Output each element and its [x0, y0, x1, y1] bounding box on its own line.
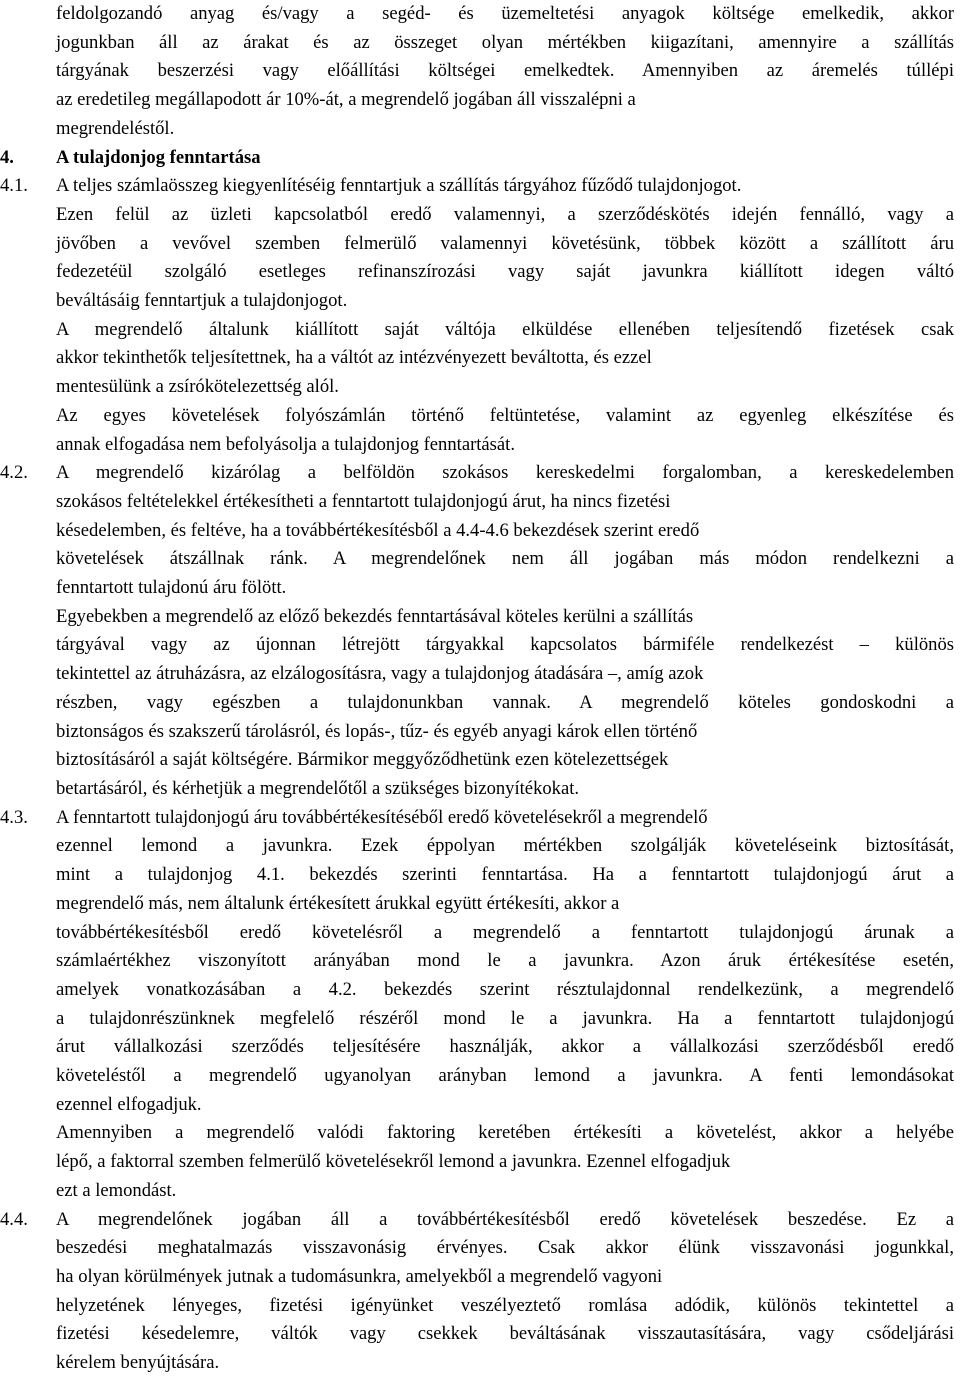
- text-line: tekintettel az átruházásra, az elzálogosításra, vagy a tulajdonjog átadására –, amíg azok: [56, 663, 704, 685]
- intro-paragraph: [56, 0, 960, 144]
- text-line: árut vállalkozási szerződés teljesítésére használják, akkor a vállalkozási szerződésből eredő: [56, 1036, 954, 1058]
- text-line: A megrendelő kizárólag a belföldön szokásos kereskedelmi forgalomban, a kereskedelemben: [56, 462, 954, 484]
- text-line: megrendelő más, nem általunk értékesített árukkal együtt értékesíti, akkor a: [56, 892, 620, 914]
- text-line: részben, vagy egészben a tulajdonunkban vannak. A megrendelő köteles gondoskodni a: [56, 691, 954, 713]
- section-number: 4.: [0, 146, 14, 168]
- text-line: ha olyan körülmények jutnak a tudomásunkra, amelyekből a megrendelő vagyoni: [56, 1265, 663, 1287]
- text-line: amelyek vonatkozásában a 4.2. bekezdés szerint résztulajdonnal rendelkezünk, a megrendelő: [56, 978, 954, 1000]
- text-line: annak elfogadása nem befolyásolja a tulajdonjog fenntartását.: [56, 433, 515, 455]
- text-line: szokásos feltételekkel értékesítheti a fenntartott tulajdonjogú árut, ha nincs fizetési: [56, 490, 671, 512]
- text-line: fizetési késedelemre, váltók vagy csekkek beváltásának visszautasítására, vagy csődeljárási: [56, 1323, 954, 1345]
- text-line: feldolgozandó anyag és/vagy a segéd- és üzemeltetési anyagok költsége emelkedik, akkor: [56, 3, 954, 24]
- clause-number: 4.3.: [0, 806, 28, 828]
- text-line: mint a tulajdonjog 4.1. bekezdés szerinti fenntartása. Ha a fenntartott tulajdonjogú árut a: [56, 864, 954, 886]
- clause-number: 4.4.: [0, 1208, 28, 1230]
- text-line: megrendeléstől.: [56, 117, 175, 139]
- clause-4-1: [0, 172, 960, 459]
- section-heading: [0, 144, 960, 173]
- text-line: akkor tekinthetők teljesítettnek, ha a váltót az intézvényezett beváltotta, és ezzel: [56, 347, 652, 369]
- text-line: fedezetéül szolgáló esetleges refinanszírozási vagy saját javunkra kiállított idegen váltó: [56, 261, 954, 283]
- text-line: helyzetének lényeges, fizetési igényünket veszélyeztető romlása adódik, különös tekintettel a: [56, 1294, 954, 1316]
- text-line: beváltásáig fenntartjuk a tulajdonjogot.: [56, 290, 348, 312]
- text-line: továbbértékesítésből eredő követelésről a megrendelő a fenntartott tulajdonjogú árunak a: [56, 921, 954, 943]
- text-line: számlaértékhez viszonyított arányában mond le a javunkra. Azon áruk értékesítése esetén,: [56, 950, 954, 972]
- text-line: ezennel elfogadjuk.: [56, 1093, 202, 1115]
- text-line: Az egyes követelések folyószámlán történő feltüntetése, valamint az egyenleg elkészítése és: [56, 404, 954, 426]
- text-line: kérelem benyújtására.: [56, 1352, 220, 1374]
- text-line: lépő, a faktorral szemben felmerülő követelésekről lemond a javunkra. Ezennel elfogadjuk: [56, 1151, 731, 1173]
- text-line: ezennel lemond a javunkra. Ezek éppolyan mértékben szolgálják követeléseink biztosítását,: [56, 835, 954, 857]
- text-line: jogunkban áll az árakat és az összeget olyan mértékben kiigazítani, amennyire a szállítás: [56, 31, 954, 53]
- text-line: Ezen felül az üzleti kapcsolatból eredő valamennyi, a szerződéskötés idején fennálló, vagy a: [56, 203, 954, 225]
- text-line: a tulajdonrészünknek megfelelő részéről mond le a javunkra. Ha a fenntartott tulajdonjogú: [56, 1007, 954, 1029]
- section-title: A tulajdonjog fenntartása: [56, 146, 261, 168]
- clause-4-2: [0, 459, 960, 803]
- text-line: az eredetileg megállapodott ár 10%-át, a megrendelő jogában áll visszalépni a: [56, 89, 636, 111]
- text-line: követeléstől a megrendelő ugyanolyan arányban lemond a javunkra. A fenti lemondásokat: [56, 1065, 954, 1087]
- text-line: A megrendelő általunk kiállított saját váltója elküldése ellenében teljesítendő fizetések csak: [56, 318, 954, 340]
- text-line: tárgyának beszerzési vagy előállítási költségei emelkedtek. Amennyiben az áremelés túllépi: [56, 60, 954, 82]
- text-line: A teljes számlaösszeg kiegyenlítéséig fenntartjuk a szállítás tárgyához fűződő tulajdonjogot.: [56, 175, 742, 197]
- text-line: betartásáról, és kérhetjük a megrendelőtől a szükséges bizonyítékokat.: [56, 777, 580, 799]
- text-line: ezt a lemondást.: [56, 1179, 177, 1201]
- clause-number: 4.1.: [0, 175, 28, 197]
- clause-4-3: [0, 804, 960, 1206]
- text-line: tárgyával vagy az újonnan létrejött tárgyakkal kapcsolatos bármiféle rendelkezést – különös: [56, 634, 954, 656]
- text-line: mentesülünk a zsírókötelezettség alól.: [56, 376, 339, 398]
- text-line: fenntartott tulajdonú áru fölött.: [56, 577, 287, 599]
- text-line: A megrendelőnek jogában áll a továbbértékesítésből eredő követelések beszedése. Ez a: [56, 1208, 954, 1230]
- text-line: Egyebekben a megrendelő az előző bekezdés fenntartásával köteles kerülni a szállítás: [56, 605, 694, 627]
- text-line: biztosításáról a saját költségére. Bármikor meggyőződhetünk ezen kötelezettségek: [56, 749, 669, 771]
- text-line: biztonságos és szakszerű tárolásról, és lopás-, tűz- és egyéb anyagi károk ellen történő: [56, 720, 698, 742]
- text-line: jövőben a vevővel szemben felmerülő valamennyi követésünk, többek között a szállított áru: [56, 232, 954, 254]
- text-line: A fenntartott tulajdonjogú áru továbbértékesítéséből eredő követelésekről a megrendelő: [56, 806, 708, 828]
- clause-number: 4.2.: [0, 462, 28, 484]
- clause-4-4: [0, 1206, 960, 1378]
- text-line: Amennyiben a megrendelő valódi faktoring keretében értékesíti a követelést, akkor a helyébe: [56, 1122, 954, 1144]
- text-line: késedelemben, és feltéve, ha a továbbértékesítésből a 4.4-4.6 bekezdések szerint eredő: [56, 519, 700, 541]
- text-line: beszedési meghatalmazás visszavonásig érvényes. Csak akkor élünk visszavonási jogunkkal,: [56, 1237, 954, 1259]
- text-line: követelések átszállnak ránk. A megrendelőnek nem áll jogában más módon rendelkezni a: [56, 548, 954, 570]
